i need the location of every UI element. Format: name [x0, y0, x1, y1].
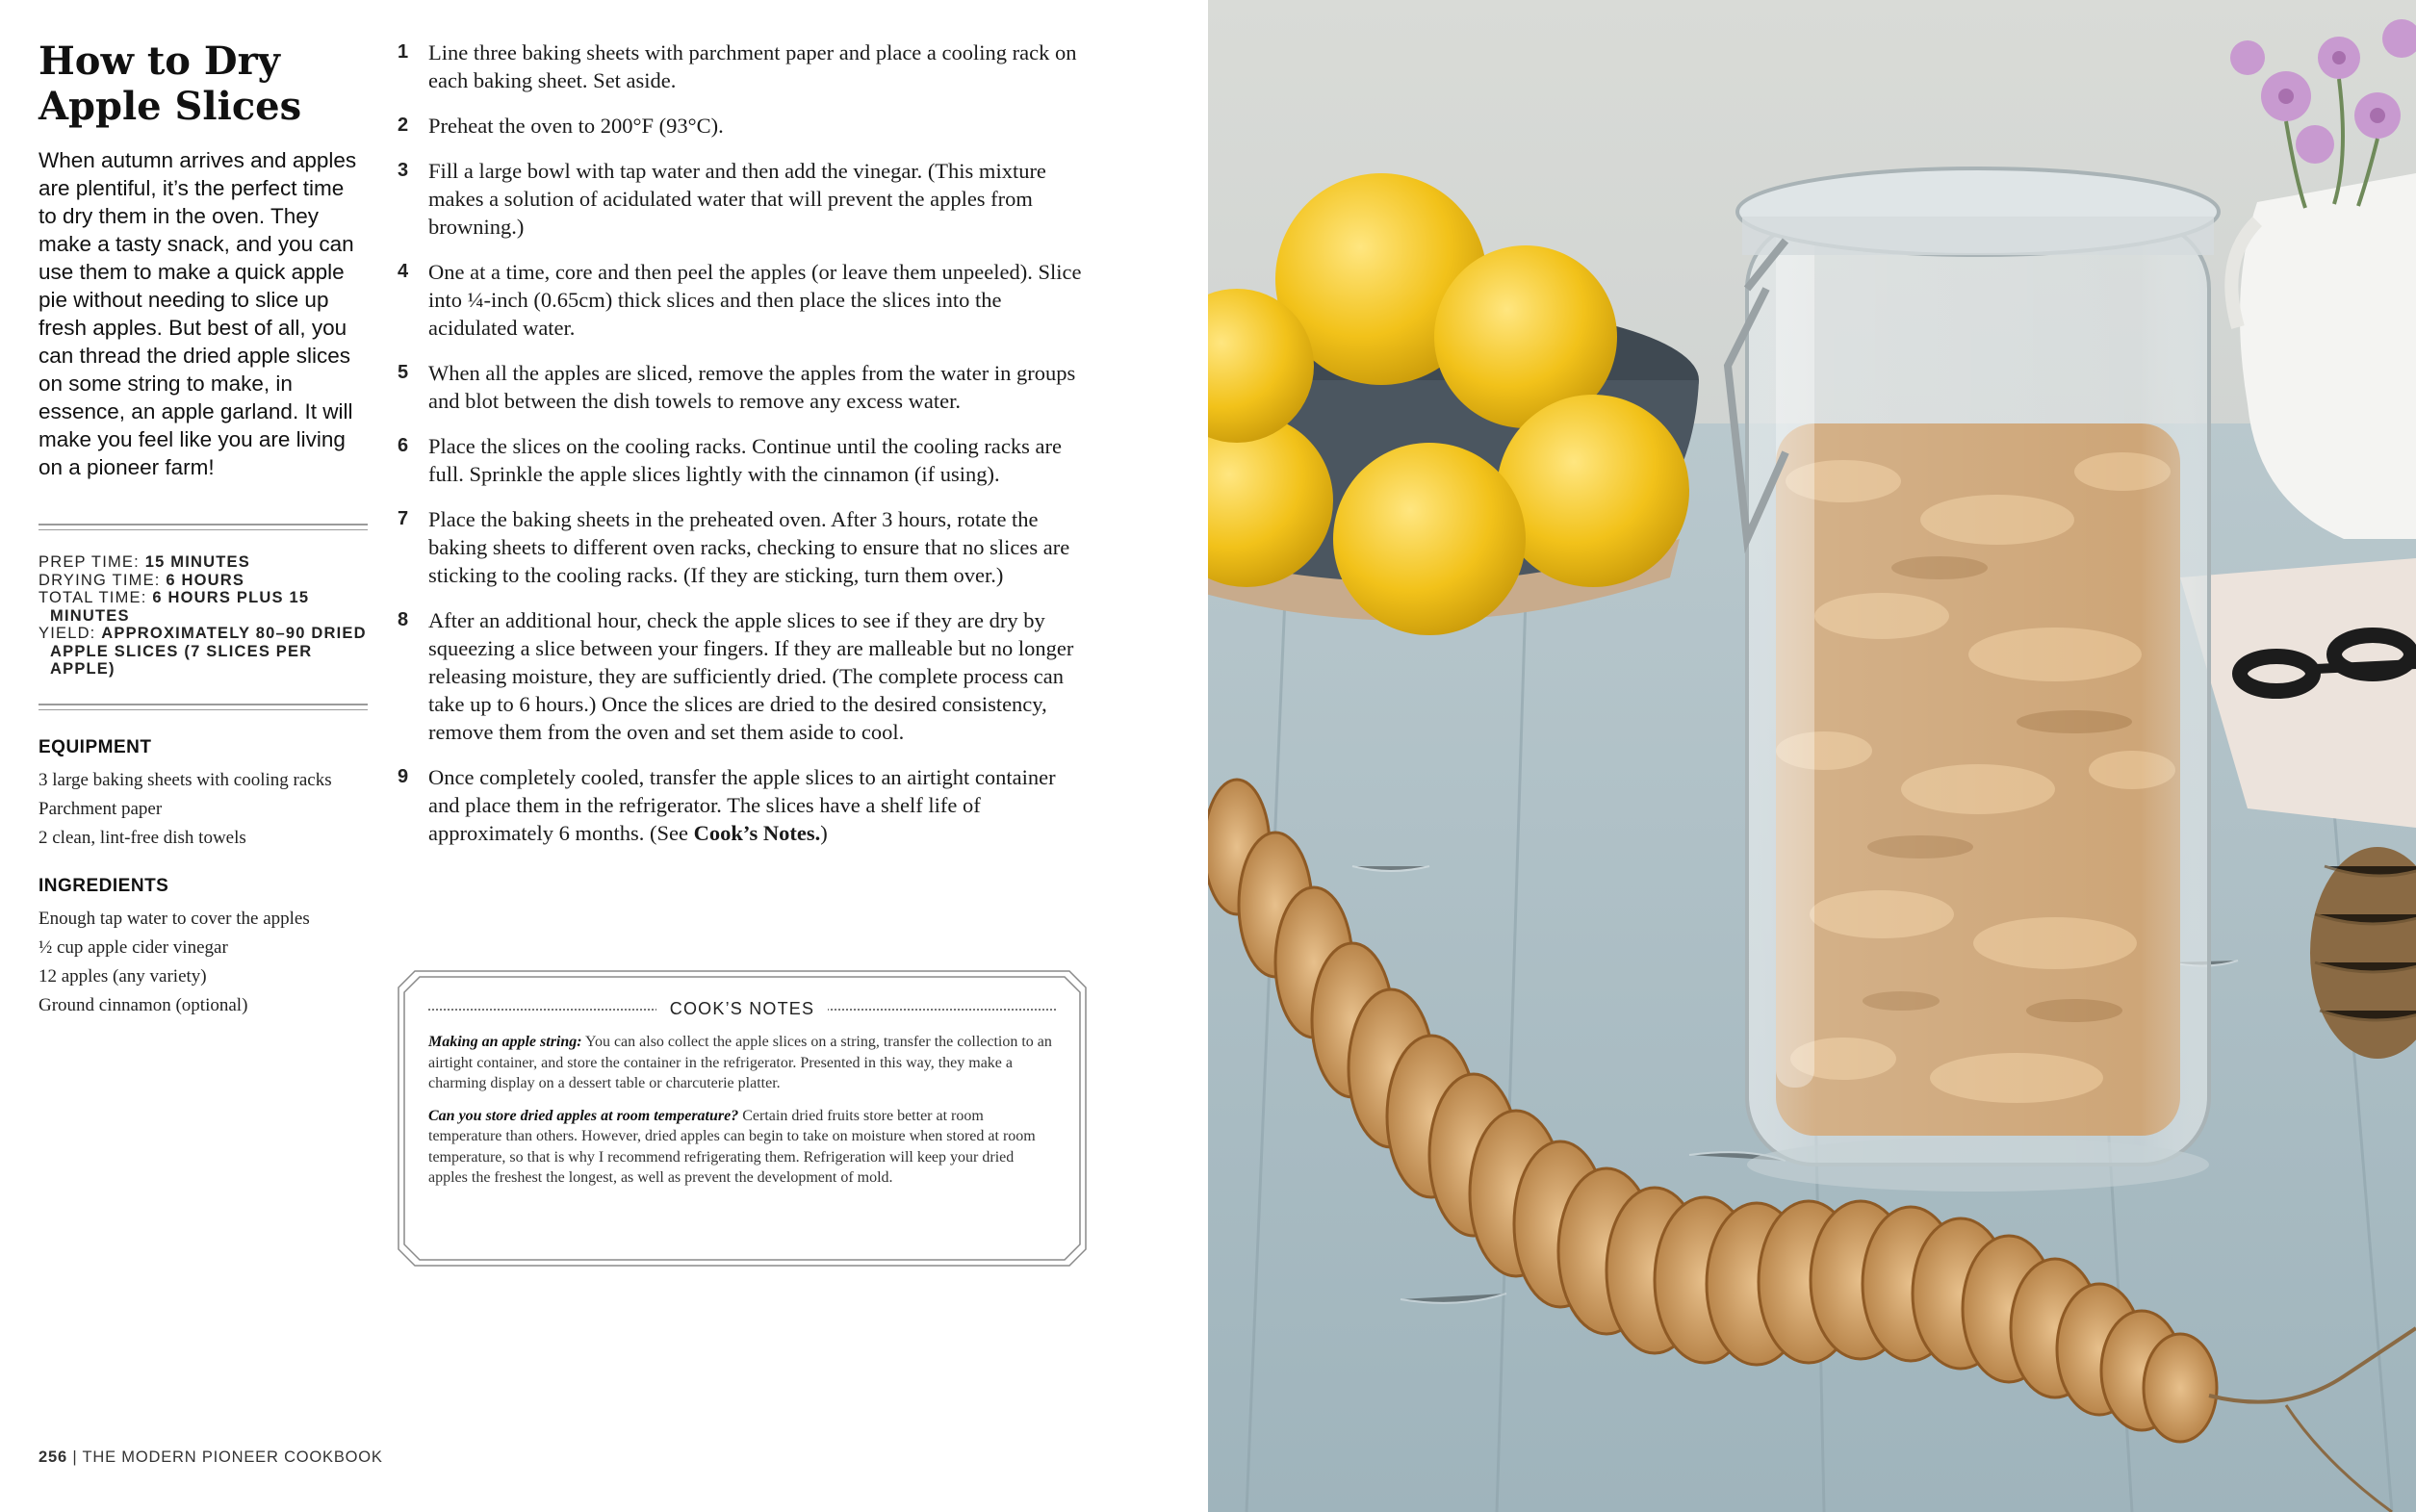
ingredients-list — [39, 905, 368, 1020]
book-title: THE MODERN PIONEER COOKBOOK — [82, 1448, 383, 1466]
ingredients-heading: INGREDIENTS — [39, 875, 169, 896]
recipe-title — [39, 38, 368, 129]
step-3: 3 Fill a large bowl with tap water and then add the vinegar. (This mixture makes a solution of acidulated water that will prevent the apples from browning.) — [398, 159, 1046, 239]
step-5: 5 When all the apples are sliced, remove the apples from the water in groups and blot between the dish towels to remove any excess water. — [398, 361, 1076, 413]
note-item: Making an apple string: You can also collect the apple slices on a string, transfer the collection to an airtight container, and store the container in the refrigerator. Presented in this way, they make a charming display on a dessert table or charcuterie platter. — [428, 1034, 1052, 1091]
photo-dried-apples — [1208, 0, 2416, 1512]
list-item: Ground cinnamon (optional) — [39, 994, 248, 1015]
cooks-notes-box — [398, 970, 1087, 1267]
prep-time: PREP TIME: 15 MINUTES — [39, 553, 250, 571]
footer-separator: | — [72, 1448, 78, 1466]
recipe-sidebar — [39, 38, 368, 1020]
equipment-list — [39, 766, 368, 853]
list-item: Enough tap water to cover the apples — [39, 908, 310, 929]
step-7: 7 Place the baking sheets in the preheated oven. After 3 hours, rotate the baking sheets to different oven racks, checking to ensure that no slices are sticking to the cooling racks. (If they are sticking, turn them over.) — [398, 507, 1070, 587]
list-item: 3 large baking sheets with cooling racks — [39, 769, 332, 790]
list-item: 12 apples (any variety) — [39, 965, 207, 987]
divider — [39, 524, 368, 530]
page-number: 256 — [39, 1448, 67, 1466]
title-line-1: How to Dry — [39, 38, 280, 84]
list-item: Parchment paper — [39, 798, 163, 819]
notes-heading: COOK’S NOTES — [398, 999, 1087, 1019]
step-2: 2 Preheat the oven to 200°F (93°C). — [398, 114, 724, 138]
list-item: 2 clean, lint-free dish towels — [39, 827, 246, 848]
divider — [39, 704, 368, 710]
step-6: 6 Place the slices on the cooling racks. Continue until the cooling racks are full. Sprinkle the apple slices lightly with the cinnamon (if using). — [398, 434, 1062, 486]
notes-body — [428, 1032, 1054, 1200]
step-1: 1 Line three baking sheets with parchment paper and place a cooling rack on each baking sheet. Set aside. — [398, 40, 1077, 92]
drying-time: DRYING TIME: 6 HOURS — [39, 571, 245, 589]
title-line-2: Apple Slices — [39, 84, 302, 129]
yield: YIELD: APPROXIMATELY 80–90 DRIED APPLE SLICES (7 SLICES PER APPLE) — [39, 625, 367, 678]
page-footer — [39, 1448, 383, 1467]
photo-illustration — [1208, 0, 2416, 1512]
cooks-notes-reference: Cook’s Notes. — [693, 821, 821, 845]
list-item: ½ cup apple cider vinegar — [39, 936, 228, 958]
step-9: 9 Once completely cooled, transfer the apple slices to an airtight container and place them in the refrigerator. The slices have a shelf life of approximately 6 months. (See Cook’s Notes.) — [398, 765, 1056, 845]
recipe-meta — [39, 553, 368, 679]
step-4: 4 One at a time, core and then peel the apples (or leave them unpeeled). Slice into ¼-inch (0.65cm) thick slices and then place the slices into the acidulated water. — [398, 260, 1082, 340]
steps-list — [398, 38, 1083, 864]
recipe-intro: When autumn arrives and apples are plentiful, it’s the perfect time to dry them in the oven. They make a tasty snack, and you can use them to make a quick apple pie without needing to slice up fresh apples. But best of all, you can thread the dried apple slices on some string to make, in essence, an apple garland. It will make you feel like you are living on a pioneer farm! — [39, 148, 357, 479]
note-item: Can you store dried apples at room temperature? Certain dried fruits store better at room temperature than others. However, dried apples can begin to take on moisture when stored at room temperature, so that is why I recommend refrigerating them. Refrigeration will keep your dried apples the freshest the longest, as well as prevent the development of mold. — [428, 1107, 1036, 1186]
total-time: TOTAL TIME: 6 HOURS PLUS 15 MINUTES — [39, 589, 310, 625]
step-8: 8 After an additional hour, check the apple slices to see if they are dry by squeezing a slice between your fingers. If they are malleable but no longer releasing moisture, they are sufficiently dried. (The complete process can take up to 6 hours.) Once the slices are dried to the desired consistency, remove them from the oven and set them aside to cool. — [398, 608, 1074, 744]
equipment-heading: EQUIPMENT — [39, 736, 152, 757]
